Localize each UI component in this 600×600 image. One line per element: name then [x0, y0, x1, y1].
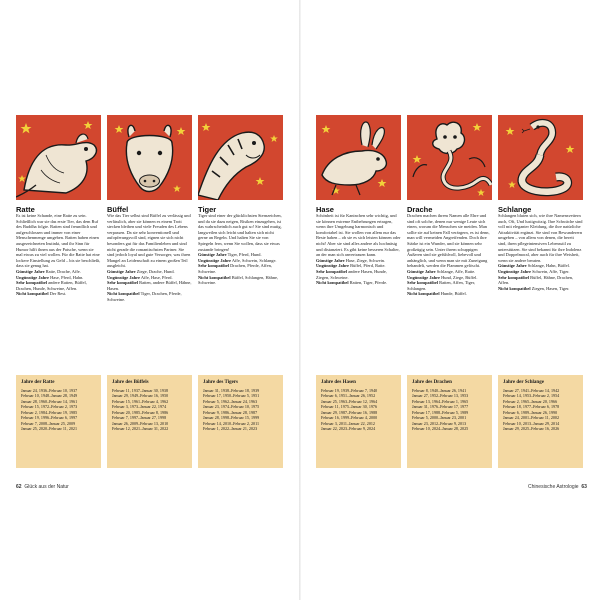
animal-heading: Hase [316, 205, 334, 214]
compat-label: Sehr kompatibel [16, 280, 48, 286]
compat-label: Ungünstige Jahre [16, 274, 49, 280]
compat-line [407, 280, 492, 291]
compat-value: Schwein, Affe, Tiger. [532, 268, 570, 274]
compat-line [198, 275, 283, 286]
years-title: Jahre des Büffels [112, 380, 149, 385]
compat-line [16, 280, 101, 291]
compat-line [498, 286, 583, 292]
compat-value: Ratten, Tiger, Pferde. [349, 280, 388, 286]
year-range: Februar 3, 2011–Januar 22, 2012 [321, 420, 375, 426]
years-title: Jahre der Schlange [503, 380, 544, 385]
animal-heading: Büffel [107, 205, 129, 214]
compat-label: Günstige Jahre [407, 268, 436, 274]
left-footer [16, 484, 69, 490]
description-paragraph: Schönheit ist für Kaninchen sehr wichtig, und sie können extreme Entbehrungen ertragen, wenn ihre Umgebung harmonisch und komfortabel ist. Sie wollen von allem nur das Beste haben – ob sie es sich leisten können oder nicht! Aber sie sind alles andere als hochnäsig und distanziert. Es gibt keine besseren Schalter, an der man sich anvertrauen kann. [316, 213, 401, 258]
year-range: Februar 5, 2000–Januar 23, 2001 [412, 415, 467, 421]
description-paragraph: Es ist keine Schande, eine Ratte zu sein. Schließlich war sie das erste Tier, das dem Ruf des Buddha folgte. Ratten sind freundlich und aufgeschlossen und immer von einer Menschenmenge umgeben. Ratten haben einen ausgezeichneten Instinkt, und ihr Sinn für Humor hilft ihnen aus der Patsche, wenn sie mal etwas zu viel wollen. Für die Ratte hat eine lockere Einstellung zu Geld – bis sie beschließt, dass sie genug hat. [16, 213, 101, 269]
year-range: Februar 14, 2010–Februar 2, 2011 [203, 420, 260, 426]
compat-value: Ratten, andere Büffel, Hähne, Hasen. [107, 280, 192, 291]
compat-value: Hase, Ziege, Schwein. [345, 257, 386, 263]
running-title: Glück aus der Natur [24, 484, 69, 490]
year-range: Februar 1, 2022–Januar 21, 2023 [203, 426, 258, 432]
compat-value: Affe, Hase, Pferd. [140, 274, 173, 280]
compat-line [16, 291, 101, 297]
compat-label: Sehr kompatibel [198, 263, 230, 269]
compat-label: Nicht kompatibel [16, 291, 49, 297]
year-range: Februar 7, 2008–Januar 25, 2009 [21, 420, 76, 426]
compat-label: Sehr kompatibel [316, 268, 348, 274]
compat-value: andere Hasen, Hunde, Ziegen, Schweine. [316, 268, 387, 280]
compat-value: Büffel, Schlangen, Hähne, Schweine. [198, 274, 279, 286]
year-range: Februar 19, 1939–Februar 7, 1940 [321, 388, 378, 393]
animal-description [407, 213, 492, 297]
year-range: Januar 23, 2012–Februar 9, 2013 [412, 420, 467, 426]
years-box [316, 375, 401, 468]
right-page [300, 0, 600, 600]
rabbit-illustration-icon [316, 115, 401, 200]
year-range: Januar 29, 1987–Februar 16, 1988 [321, 409, 378, 415]
year-range: Januar 24, 2001–Februar 11, 2002 [503, 415, 560, 421]
compat-value: Der Rest. [49, 291, 67, 297]
dragon-illustration-icon [407, 115, 492, 200]
year-range: Januar 28, 1960–Februar 14, 1961 [21, 398, 78, 404]
year-range: Januar 22, 2023–Februar 9, 2024 [321, 426, 376, 432]
year-range: Februar 18, 1977–Februar 6, 1978 [503, 404, 560, 410]
compat-label: Nicht kompatibel [407, 291, 440, 297]
year-range: Februar 11, 1975–Januar 30, 1976 [321, 404, 378, 410]
compat-label: Ungünstige Jahre [498, 268, 531, 274]
year-range: Februar 16, 1999–Februar 4, 2000 [321, 415, 378, 421]
year-range: Februar 6, 1951–Januar 26, 1952 [321, 393, 376, 399]
compat-label: Sehr kompatibel [498, 274, 530, 280]
year-range: Januar 23, 1974–Februar 10, 1975 [203, 404, 260, 410]
years-title: Jahre des Drachen [412, 380, 452, 385]
ox-illustration-icon [107, 115, 192, 200]
compat-value: Schlange, Hahn, Büffel. [527, 263, 570, 269]
year-range: Januar 27, 1952–Februar 13, 1953 [412, 393, 469, 399]
years-title: Jahre des Tigers [203, 380, 239, 385]
description-paragraph: Drachen machen ihrem Namen alle Ehre und sind oft solche, denen nur wenige Leute sich einen, worum die Menschen sie meiden. Man sollte sie auf keinen Fall verärgern, es ist denn, man will vermeiden Angreifenden. Doch ihre Stärke ist ein Wunder, und sie können sehr großzügig sein. Unter ihrem schuppigen Äußeren sind sie gefühlvoll, liebevoll und anhänglich, und wenn man sie mit Zuneigung behandelt, werden die Flammen gelöscht. [407, 213, 490, 269]
animal-heading: Schlange [498, 205, 532, 214]
compat-label: Günstige Jahre [198, 252, 227, 258]
compat-line [407, 291, 492, 297]
year-range: Januar 27, 1941–Februar 14, 1942 [503, 388, 560, 393]
year-range: Januar 26, 2009–Februar 13, 2010 [112, 420, 169, 426]
rat-illustration-icon [16, 115, 101, 200]
compat-line [107, 280, 192, 291]
compat-label: Ungünstige Jahre [107, 274, 140, 280]
compat-value: Ratten, Affen, Tiger, Schlangen. [407, 280, 476, 291]
compat-line [198, 263, 283, 274]
year-range: Januar 25, 1963–Februar 12, 1964 [321, 398, 378, 404]
running-title: Chinesische Astrologie [528, 484, 579, 490]
year-range: Februar 12, 2021–Januar 31, 2022 [112, 426, 169, 432]
animal-description [498, 213, 583, 291]
year-range: Januar 31, 1938–Februar 18, 1939 [203, 388, 260, 393]
compat-value: Büffel, Pferd, Ratte. [350, 263, 386, 269]
compat-label: Sehr kompatibel [407, 280, 439, 286]
year-range: Februar 10, 2013–Januar 29, 2014 [503, 420, 560, 426]
compat-value: Ziege, Drache, Hund. [136, 268, 175, 274]
compat-label: Günstige Jahre [16, 268, 45, 274]
compat-label: Nicht kompatibel [107, 291, 140, 297]
compat-label: Günstige Jahre [498, 263, 527, 269]
page-number: 62 [16, 484, 22, 490]
years-box [407, 375, 492, 468]
years-box [198, 375, 283, 468]
animal-description [16, 213, 101, 297]
animal-description [316, 213, 401, 286]
animal-heading: Tiger [198, 205, 217, 214]
years-title: Jahre des Hasen [321, 380, 356, 385]
animal-description [198, 213, 283, 286]
compat-value: Affe, Schwein, Schlange. [231, 257, 277, 263]
year-range: Februar 8, 1940–Januar 26, 1941 [412, 388, 467, 393]
compat-label: Nicht kompatibel [316, 280, 349, 286]
compat-value: Büffel, Hähne, Drachen, Affen. [498, 274, 574, 286]
compat-label: Sehr kompatibel [107, 280, 139, 286]
year-range: Februar 17, 1988–Februar 5, 1989 [412, 409, 469, 415]
compat-value: Ziegen, Hasen, Tiger. [531, 285, 570, 291]
years-box [498, 375, 583, 468]
year-range: Januar 31, 1976–Februar 17, 1977 [412, 404, 469, 410]
year-range: Februar 2, 1984–Februar 19, 1985 [21, 409, 78, 415]
year-range: Januar 24, 1936–Februar 10, 1937 [21, 388, 78, 393]
year-range: Februar 15, 1961–Februar 4, 1962 [112, 398, 169, 404]
compat-value: andere Ratten, Büffel, Drachen, Hunde, Schweine, Affen. [16, 280, 87, 291]
right-footer [528, 484, 587, 490]
compat-label: Ungünstige Jahre [316, 263, 349, 269]
year-range: Januar 28, 1998–Februar 15, 1999 [203, 415, 260, 421]
year-range: Februar 10, 2024–Januar 28, 2025 [412, 426, 469, 432]
year-range: Februar 11, 1937–Januar 30, 1938 [112, 388, 169, 393]
year-range: Februar 13, 1964–Februar 1, 1965 [412, 398, 469, 404]
description-paragraph: Schlangen bluten sich, wie ihre Namensvettern auch, Oft, Und lustigwitzig. Ihre Schwäche sind voll mit eleganter Kleidung, die ihre natürliche Attraktivität ergänzt. Sie sind von Bewunderern umgeben – von allem von denen, die bereit sind, ihren pflegeintensiven Lebensstil zu unterstützen. Sie sind bekannt für ihre Indolenz und Doppelmoral, aber auch für ihre Weisheit, wenn sie andere beraten. [498, 213, 583, 263]
years-box [16, 375, 101, 468]
tiger-illustration-icon [198, 115, 283, 200]
compat-value: Hund, Ziege, Büffel. [441, 274, 478, 280]
compat-line [316, 269, 401, 280]
compat-label: Ungünstige Jahre [407, 274, 440, 280]
year-range: Februar 17, 1950–Februar 5, 1951 [203, 393, 260, 399]
years-title: Jahre der Ratte [21, 380, 55, 385]
compat-line [316, 280, 401, 286]
compat-label: Nicht kompatibel [198, 274, 231, 280]
year-range: Februar 14, 1953–Februar 2, 1954 [503, 393, 560, 399]
page-number: 63 [581, 484, 587, 490]
animal-description [107, 213, 192, 303]
year-range: Januar 25, 2020–Februar 11, 2021 [21, 426, 78, 432]
year-range: Januar 29, 2025–Februar 16, 2026 [503, 426, 560, 432]
compat-label: Günstige Jahre [107, 268, 136, 274]
compat-label: Nicht kompatibel [498, 285, 531, 291]
description-paragraph: Tiger sind einer der glücklichsten Sternzeichen, und da sie dazu neigen, Risiken einzugehen, ist das wahrscheinlich auch gut so! Sie sind mutig, langweilen sich leicht und halten sich nicht gerne an Regeln. Und halten Sie sie von Spiegeln fern, wenn Sie wollen, dass sie etwas zustande bringen! [198, 213, 282, 252]
compat-value: Schlange, Affe, Ratte. [436, 268, 476, 274]
year-range: Februar 19, 1996–Februar 6, 1997 [21, 415, 78, 421]
year-range: Februar 7, 1997–Januar 27, 1998 [112, 415, 167, 421]
year-range: Februar 3, 1973–Januar 22, 1974 [112, 404, 167, 410]
year-range: Februar 2, 1965–Januar 20, 1966 [503, 398, 558, 404]
compat-value: Hunde, Büffel. [440, 291, 467, 297]
compat-value: Tiger, Pferd, Hund. [227, 252, 262, 258]
compat-value: Hase, Pferd, Hahn. [50, 274, 84, 280]
snake-illustration-icon [498, 115, 583, 200]
animal-heading: Drache [407, 205, 433, 214]
compat-value: Ratte, Drache, Affe. [45, 268, 81, 274]
year-range: Februar 20, 1985–Februar 8, 1986 [112, 409, 169, 415]
year-range: Februar 15, 1972–Februar 2, 1973 [21, 404, 78, 410]
year-range: Januar 29, 1949–Februar 16, 1950 [112, 393, 169, 399]
compat-value: Tiger, Drachen, Pferde, Schweine. [107, 291, 182, 302]
description-paragraph: Wie das Tier selbst sind Büffel zu verlässig und verlässlich, aber sie können es einem Trott stecken bleiben und viele Freuden des Lebens verpassen. Da sie sehr konventionell und aufopferungsvoll sind, eignen sie sich nicht besonders gut für das Familienleben und sind nicht gerade die romantischsten Partner. Sie sind jedoch loyal und gute Versorger, was ihren Mangel an Leidenschaft zu einem großen Teil ausgleicht. [107, 213, 191, 269]
year-range: Februar 6, 1989–Januar 26, 1990 [503, 409, 558, 415]
year-range: Februar 9, 1986–Januar 28, 1987 [203, 409, 258, 415]
compat-line [498, 275, 583, 286]
compat-label: Ungünstige Jahre [198, 257, 231, 263]
year-range: Februar 10, 1948–Januar 28, 1949 [21, 393, 78, 399]
animal-heading: Ratte [16, 205, 35, 214]
compat-line [107, 291, 192, 302]
years-box [107, 375, 192, 468]
year-range: Februar 5, 1962–Januar 24, 1963 [203, 398, 258, 404]
compat-label: Günstige Jahre [316, 257, 345, 263]
compat-value: Drachen, Pferde, Affen, Schweine. [198, 263, 272, 274]
